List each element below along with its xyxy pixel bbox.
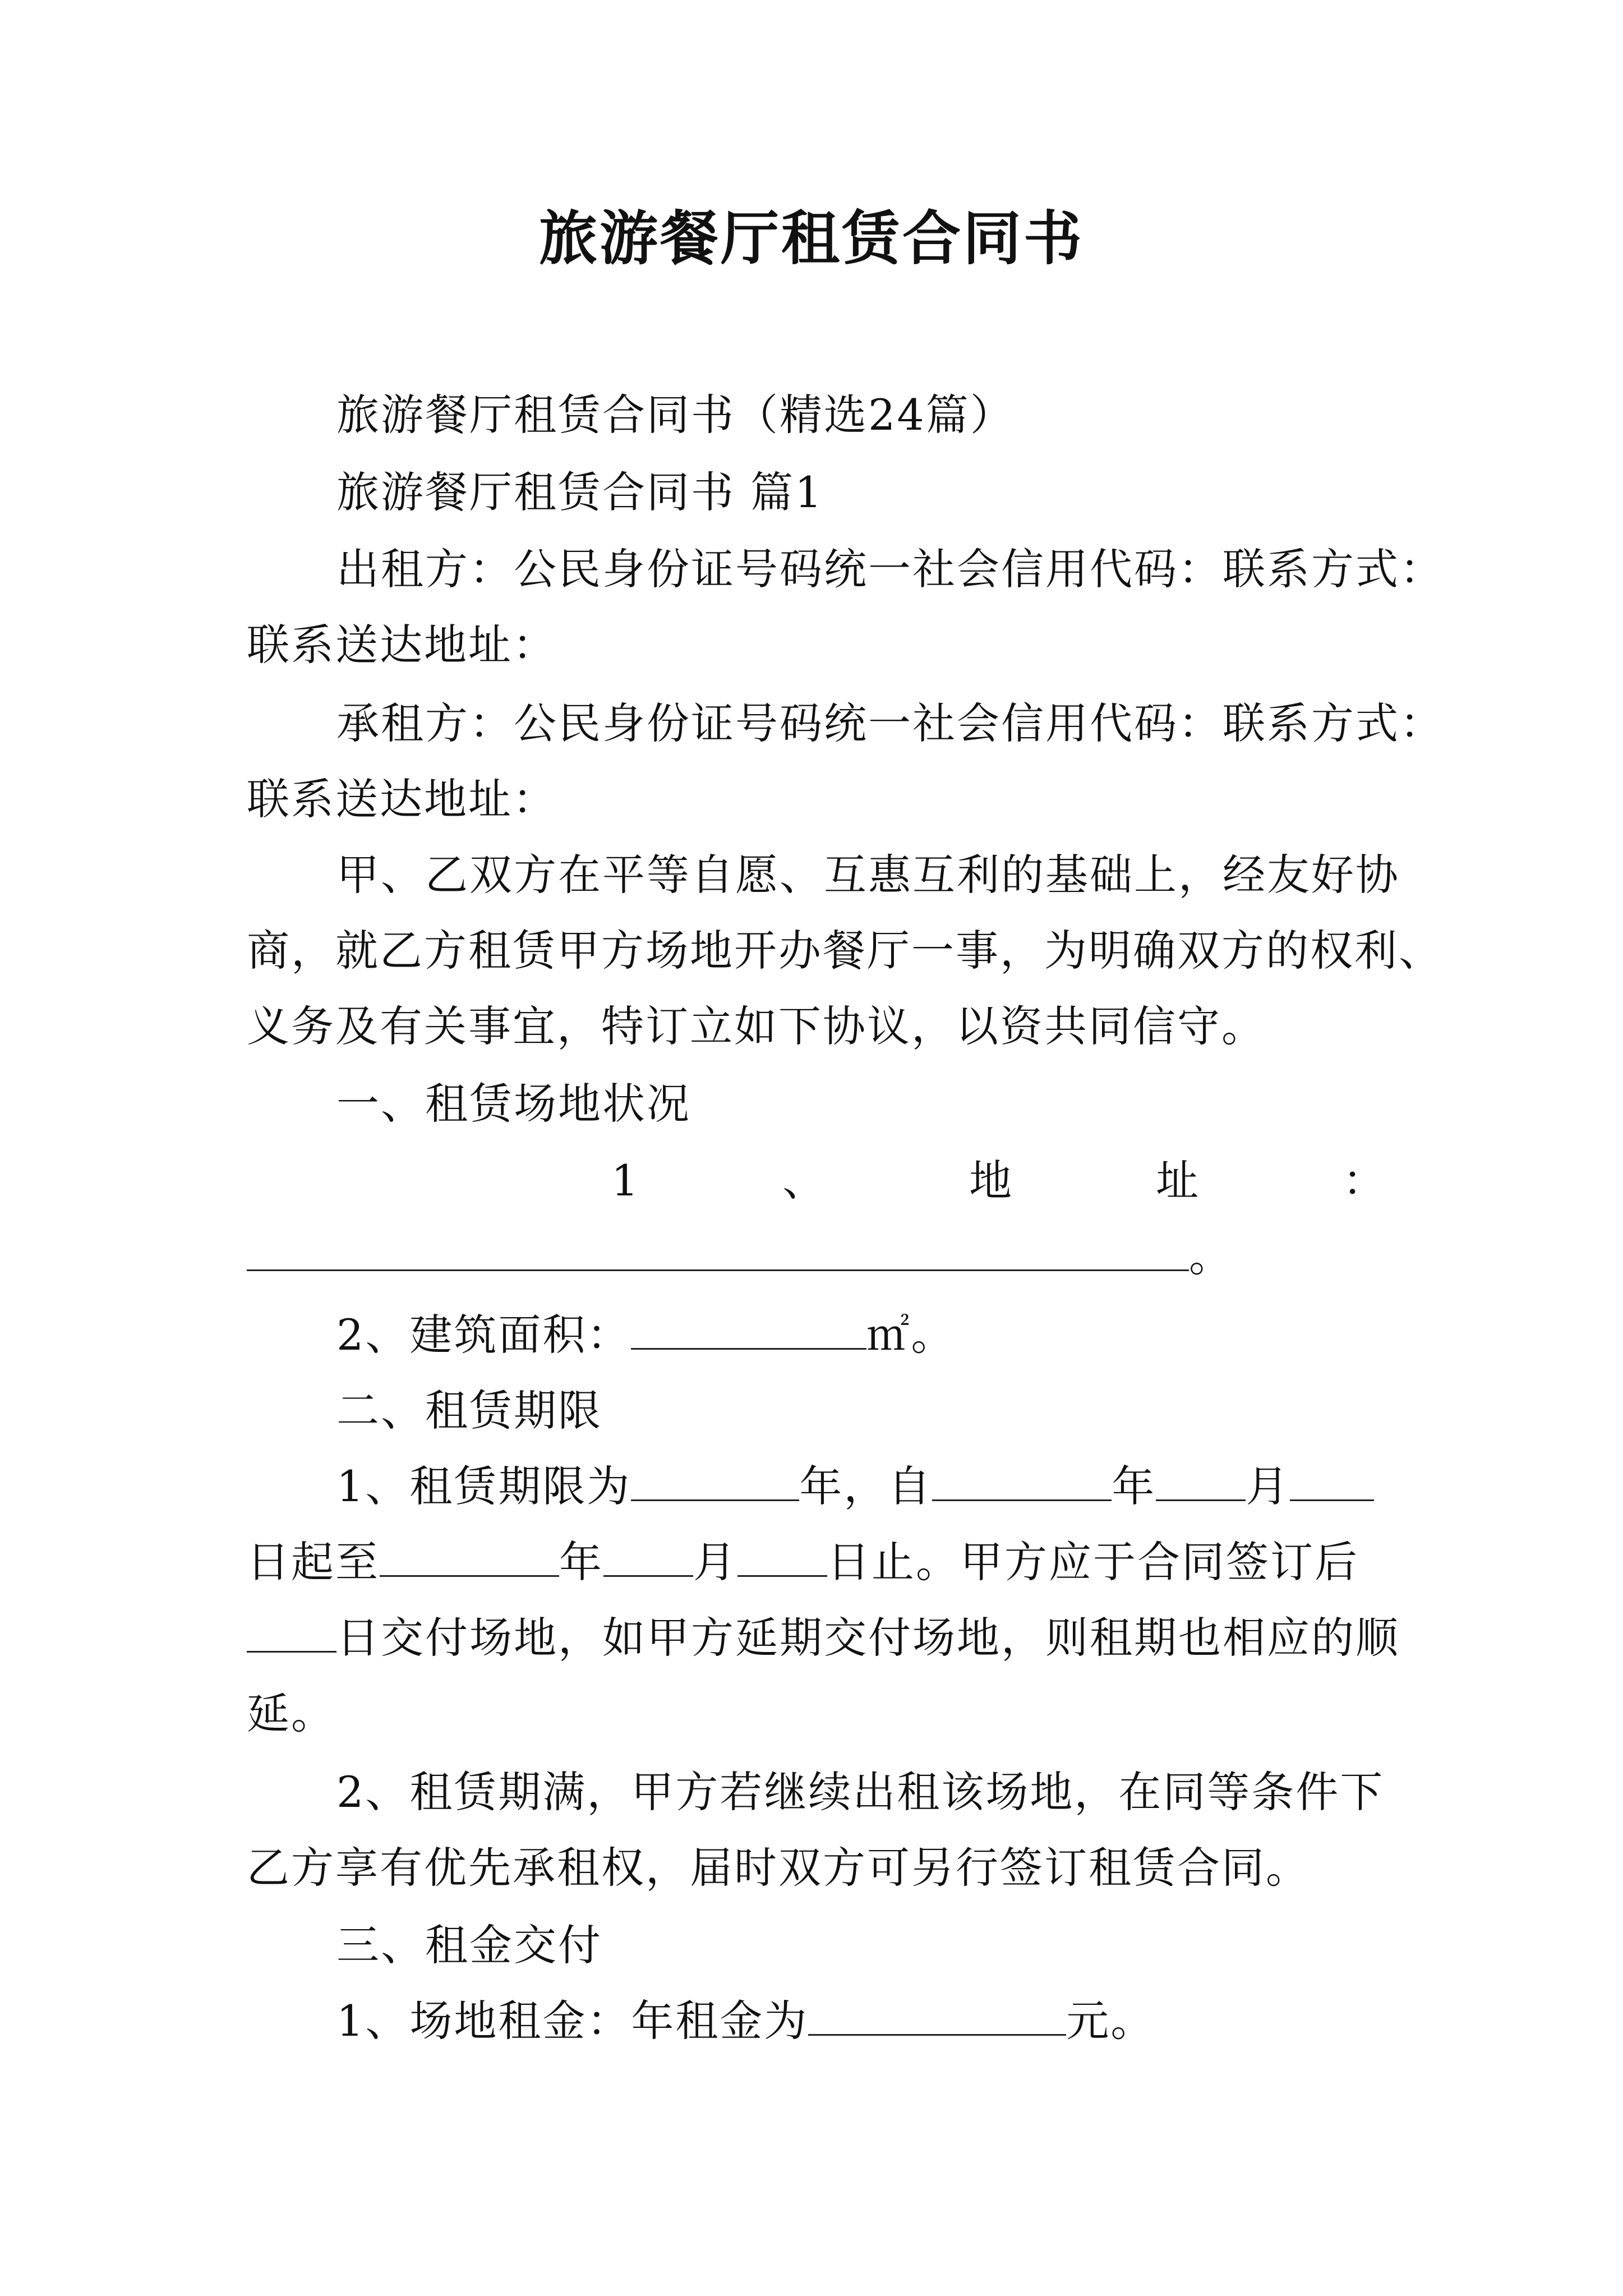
intro-paragraph-line: 义务及有关事宜，特订立如下协议，以资共同信守。 (247, 1001, 1266, 1051)
lessor-address: 联系送达地址： (247, 620, 557, 670)
address-blank[interactable] (247, 1230, 1189, 1271)
heading-rent: 三、租金交付 (336, 1920, 602, 1970)
document-title: 旅游餐厅租赁合同书 (538, 204, 1084, 273)
subtitle: 旅游餐厅租赁合同书（精选24篇） (336, 390, 1015, 440)
rent-label: 1、场地租金：年租金为 (336, 1996, 809, 2046)
term-text: 日止。甲方应于合同签订后 (827, 1537, 1359, 1587)
start-day-blank[interactable] (1290, 1460, 1374, 1501)
area-unit: ㎡。 (866, 1310, 956, 1360)
rent-line (336, 1993, 1155, 2049)
term-text: 日起至 (247, 1537, 380, 1587)
address-end: 。 (1189, 1231, 1233, 1281)
address-char: 、 (782, 1156, 826, 1205)
address-char: 1 (611, 1156, 639, 1205)
rent-unit: 元。 (1066, 1996, 1155, 2046)
lessee-line: 承租方：公民身份证号码统一社会信用代码：联系方式： (336, 698, 1444, 748)
address-char: 址 (1156, 1156, 1199, 1205)
term-text: 月 (693, 1537, 737, 1587)
term-line (247, 1534, 1359, 1590)
area-label: 2、建筑面积： (336, 1310, 631, 1360)
area-blank[interactable] (631, 1309, 866, 1350)
delivery-days-blank[interactable] (247, 1612, 336, 1653)
term-line: 延。 (247, 1688, 335, 1738)
term-text: 1、租赁期限为 (336, 1461, 631, 1511)
intro-paragraph-line: 商，就乙方租赁甲方场地开办餐厅一事，为明确双方的权利、 (247, 926, 1443, 976)
lessee-address: 联系送达地址： (247, 774, 557, 824)
end-day-blank[interactable] (737, 1536, 827, 1577)
section-heading: 旅游餐厅租赁合同书 篇1 (336, 467, 824, 517)
term-text: 月 (1246, 1461, 1290, 1511)
address-char: ： (1342, 1156, 1385, 1205)
term-line (336, 1458, 1374, 1515)
heading-term: 二、租赁期限 (336, 1386, 602, 1435)
address-blank-line (247, 1228, 1233, 1285)
term-line (247, 1610, 1400, 1666)
start-month-blank[interactable] (1156, 1460, 1246, 1501)
end-year-blank[interactable] (380, 1536, 559, 1577)
area-line (336, 1307, 955, 1363)
heading-site: 一、租赁场地状况 (336, 1079, 691, 1129)
end-month-blank[interactable] (603, 1536, 693, 1577)
term-text: 日交付场地，如甲方延期交付场地，则租期也相应的顺 (336, 1613, 1400, 1663)
renewal-line: 乙方享有优先承租权，届时双方可另行签订租赁合同。 (247, 1843, 1310, 1893)
rent-blank[interactable] (808, 1995, 1066, 2036)
term-text: 年 (1112, 1461, 1156, 1511)
term-text: 年 (559, 1537, 603, 1587)
term-years-blank[interactable] (631, 1460, 799, 1501)
lessor-line: 出租方：公民身份证号码统一社会信用代码：联系方式： (336, 544, 1444, 594)
address-line (611, 1153, 1385, 1209)
term-text: 年，自 (799, 1461, 933, 1511)
address-char: 地 (969, 1156, 1012, 1205)
start-year-blank[interactable] (932, 1460, 1112, 1501)
intro-paragraph-line: 甲、乙双方在平等自愿、互惠互利的基础上，经友好协 (336, 850, 1400, 900)
renewal-line: 2、租赁期满，甲方若继续出租该场地，在同等条件下 (336, 1767, 1385, 1817)
